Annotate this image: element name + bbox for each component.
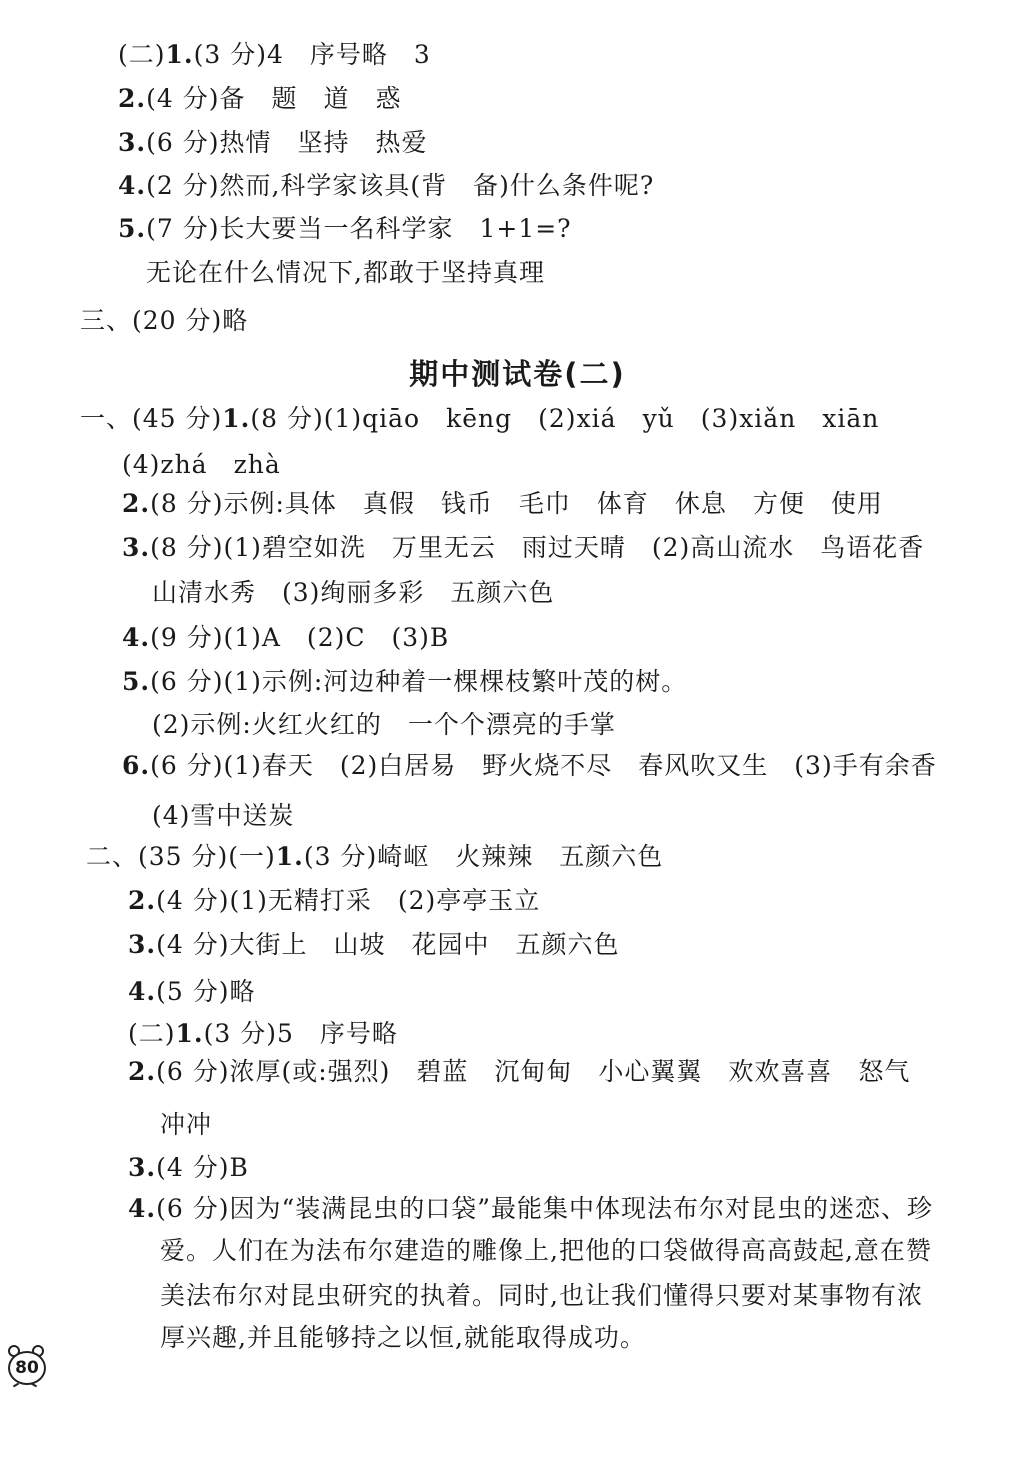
item-number: 4. [118,171,147,200]
line-text: (4)zhá zhà [122,450,281,479]
item-number: 6. [122,751,151,780]
item-number: 3. [128,1153,157,1182]
line-text: (9 分)(1)A (2)C (3)B [150,623,450,652]
line-text: (8 分)(1)qiāo kēng (2)xiá yǔ (3)xiǎn xiān [250,404,880,433]
item-number: 2. [128,1057,157,1086]
answer-line [122,625,449,650]
answer-line [128,979,255,1004]
line-text: 山清水秀 (3)绚丽多彩 五颜六色 [152,578,555,607]
answer-line [118,173,654,198]
line-text: (2)示例:火红火红的 一个个漂亮的手掌 [152,710,616,739]
answer-line [122,753,937,778]
item-number: 1. [222,404,251,433]
line-text: (2 分)然而,科学家该具(背 备)什么条件呢? [146,171,655,200]
line-text: 三、(20 分)略 [80,306,249,335]
line-text: (4 分)(1)无精打采 (2)亭亭玉立 [156,886,541,915]
answer-line [80,406,879,431]
answer-line [128,1155,249,1180]
item-number: 2. [122,489,151,518]
item-number: 5. [118,214,147,243]
item-number: 4. [122,623,151,652]
answer-line [128,1059,910,1084]
answer-line [128,1196,933,1221]
item-number: 2. [118,84,147,113]
answer-line [122,491,883,516]
line-prefix: (二) [118,40,166,69]
answer-line [152,712,616,737]
line-text: (6 分)(1)春天 (2)白居易 野火烧不尽 春风吹又生 (3)手有余香 [150,751,937,780]
line-text: 爱。人们在为法布尔建造的雕像上,把他的口袋做得高高鼓起,意在赞 [160,1236,932,1265]
line-text: (8 分)(1)碧空如洗 万里无云 雨过天晴 (2)高山流水 鸟语花香 [150,533,925,562]
line-text: (6 分)(1)示例:河边种着一棵棵枝繁叶茂的树。 [150,667,688,696]
clock-foot-icon [31,1383,37,1388]
item-number: 1. [165,40,194,69]
answer-line [160,1238,932,1263]
answer-line [118,216,572,241]
answer-line [146,260,545,285]
item-number: 4. [128,977,157,1006]
answer-line [128,888,540,913]
line-text: (6 分)浓厚(或:强烈) 碧蓝 沉甸甸 小心翼翼 欢欢喜喜 怒气 [156,1057,911,1086]
answer-line [160,1283,923,1308]
page-number-badge [6,1345,46,1385]
line-text: (4)雪中送炭 [152,801,295,830]
page-number: 80 [8,1351,46,1385]
line-text: 无论在什么情况下,都敢于坚持真理 [146,258,545,287]
answer-line [122,669,687,694]
item-number: 1. [175,1019,204,1048]
line-text: (7 分)长大要当一名科学家 1+1=? [146,214,572,243]
answer-line [160,1325,646,1350]
line-text: (4 分)B [156,1153,249,1182]
item-number: 3. [128,930,157,959]
item-number: 4. [128,1194,157,1223]
line-text: (6 分)热情 坚持 热爱 [146,128,428,157]
answer-line [128,1021,398,1046]
answer-line [122,535,924,560]
line-text: 厚兴趣,并且能够持之以恒,就能取得成功。 [160,1323,646,1352]
line-text: (8 分)示例:具体 真假 钱币 毛巾 体育 休息 方便 使用 [150,489,883,518]
answer-line [118,130,427,155]
item-number: 5. [122,667,151,696]
answer-line [152,803,294,828]
item-number: 2. [128,886,157,915]
answer-line [122,452,281,477]
line-text: (5 分)略 [156,977,256,1006]
answer-line [118,86,401,111]
line-text: (3 分)5 序号略 [203,1019,398,1048]
line-prefix: 二、(35 分)(一) [86,842,276,871]
line-text: (6 分)因为“装满昆虫的口袋”最能集中体现法布尔对昆虫的迷恋、珍 [156,1194,934,1223]
item-number: 1. [275,842,304,871]
item-number: 3. [122,533,151,562]
section-title: 期中测试卷(二) [409,357,626,391]
answer-line [118,42,431,67]
line-text: 美法布尔对昆虫研究的执着。同时,也让我们懂得只要对某事物有浓 [160,1281,923,1310]
answer-line [80,308,248,333]
item-number: 3. [118,128,147,157]
line-text: (3 分)4 序号略 3 [193,40,431,69]
answer-line [128,932,619,957]
answer-line [86,844,663,869]
line-prefix: 一、(45 分) [80,404,223,433]
clock-foot-icon [13,1383,19,1388]
line-prefix: (二) [128,1019,176,1048]
answer-line [152,580,554,605]
line-text: 冲冲 [160,1110,213,1139]
answer-line [160,1112,212,1137]
line-text: (3 分)崎岖 火辣辣 五颜六色 [303,842,664,871]
line-text: (4 分)大街上 山坡 花园中 五颜六色 [156,930,620,959]
line-text: (4 分)备 题 道 惑 [146,84,402,113]
